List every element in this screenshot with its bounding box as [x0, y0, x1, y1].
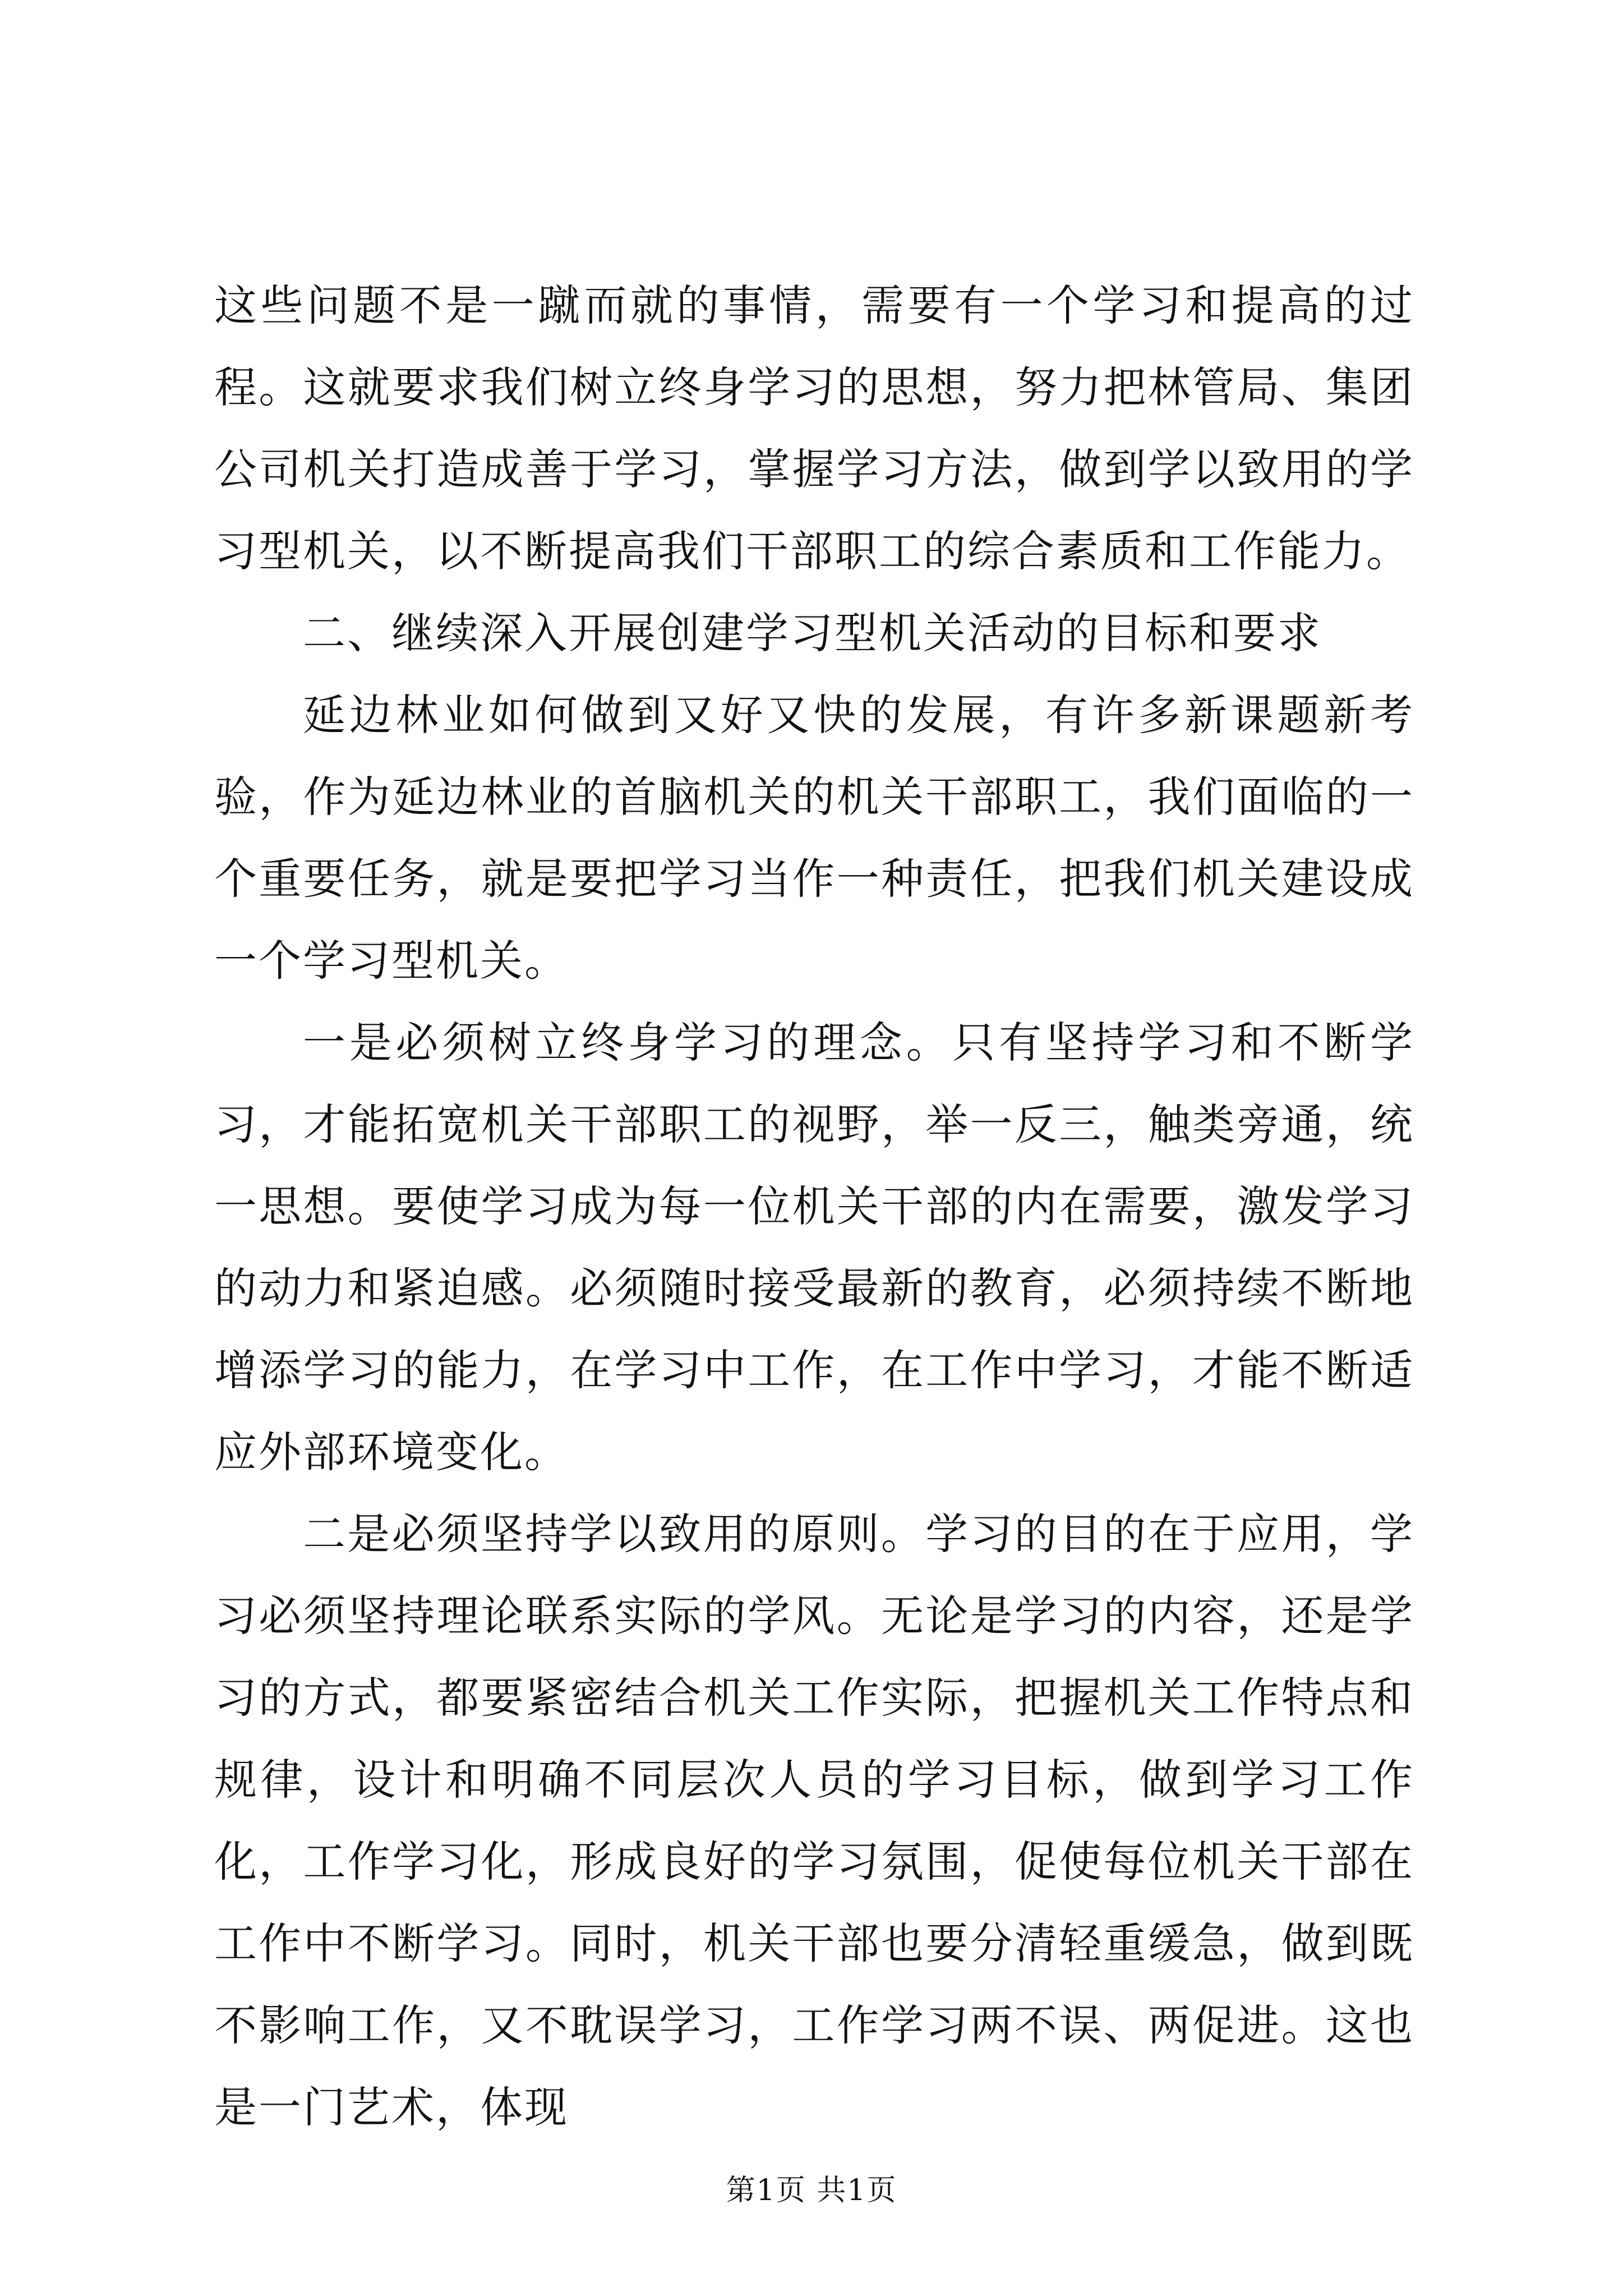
page-footer: 第1页 共1页	[726, 2174, 897, 2207]
paragraph-point-two: 二是必须坚持学以致用的原则。学习的目的在于应用，学习必须坚持理论联系实际的学风。无论是学习的内容，还是学习的方式，都要紧密结合机关工作实际，把握机关工作特点和规律，设计和明确不同层次人员的学习目标，做到学习工作化，工作学习化，形成良好的学习氛围，促使每位机关干部在工作中不断学习。同时，机关干部也要分清轻重缓急，做到既不影响工作，又不耽误学习，工作学习两不误、两促进。这也是一门艺术，体现	[214, 1509, 1414, 2132]
document-body	[214, 265, 1414, 2148]
paragraph-point-one: 一是必须树立终身学习的理念。只有坚持学习和不断学习，才能拓宽机关干部职工的视野，举一反三，触类旁通，统一思想。要使学习成为每一位机关干部的内在需要，激发学习的动力和紧迫感。必须随时接受最新的教育，必须持续不断地增添学习的能力，在学习中工作，在工作中学习，才能不断适应外部环境变化。	[214, 1018, 1414, 1477]
section-heading: 二、继续深入开展创建学习型机关活动的目标和要求	[303, 608, 1322, 658]
paragraph-continuation: 这些问题不是一蹴而就的事情，需要有一个学习和提高的过程。这就要求我们树立终身学习的思想，努力把林管局、集团公司机关打造成善于学习，掌握学习方法，做到学以致用的学习型机关，以不断提高我们干部职工的综合素质和工作能力。	[214, 280, 1414, 576]
paragraph-intro: 延边林业如何做到又好又快的发展，有许多新课题新考验，作为延边林业的首脑机关的机关干部职工，我们面临的一个重要任务，就是要把学习当作一种责任，把我们机关建设成一个学习型机关。	[214, 690, 1414, 986]
